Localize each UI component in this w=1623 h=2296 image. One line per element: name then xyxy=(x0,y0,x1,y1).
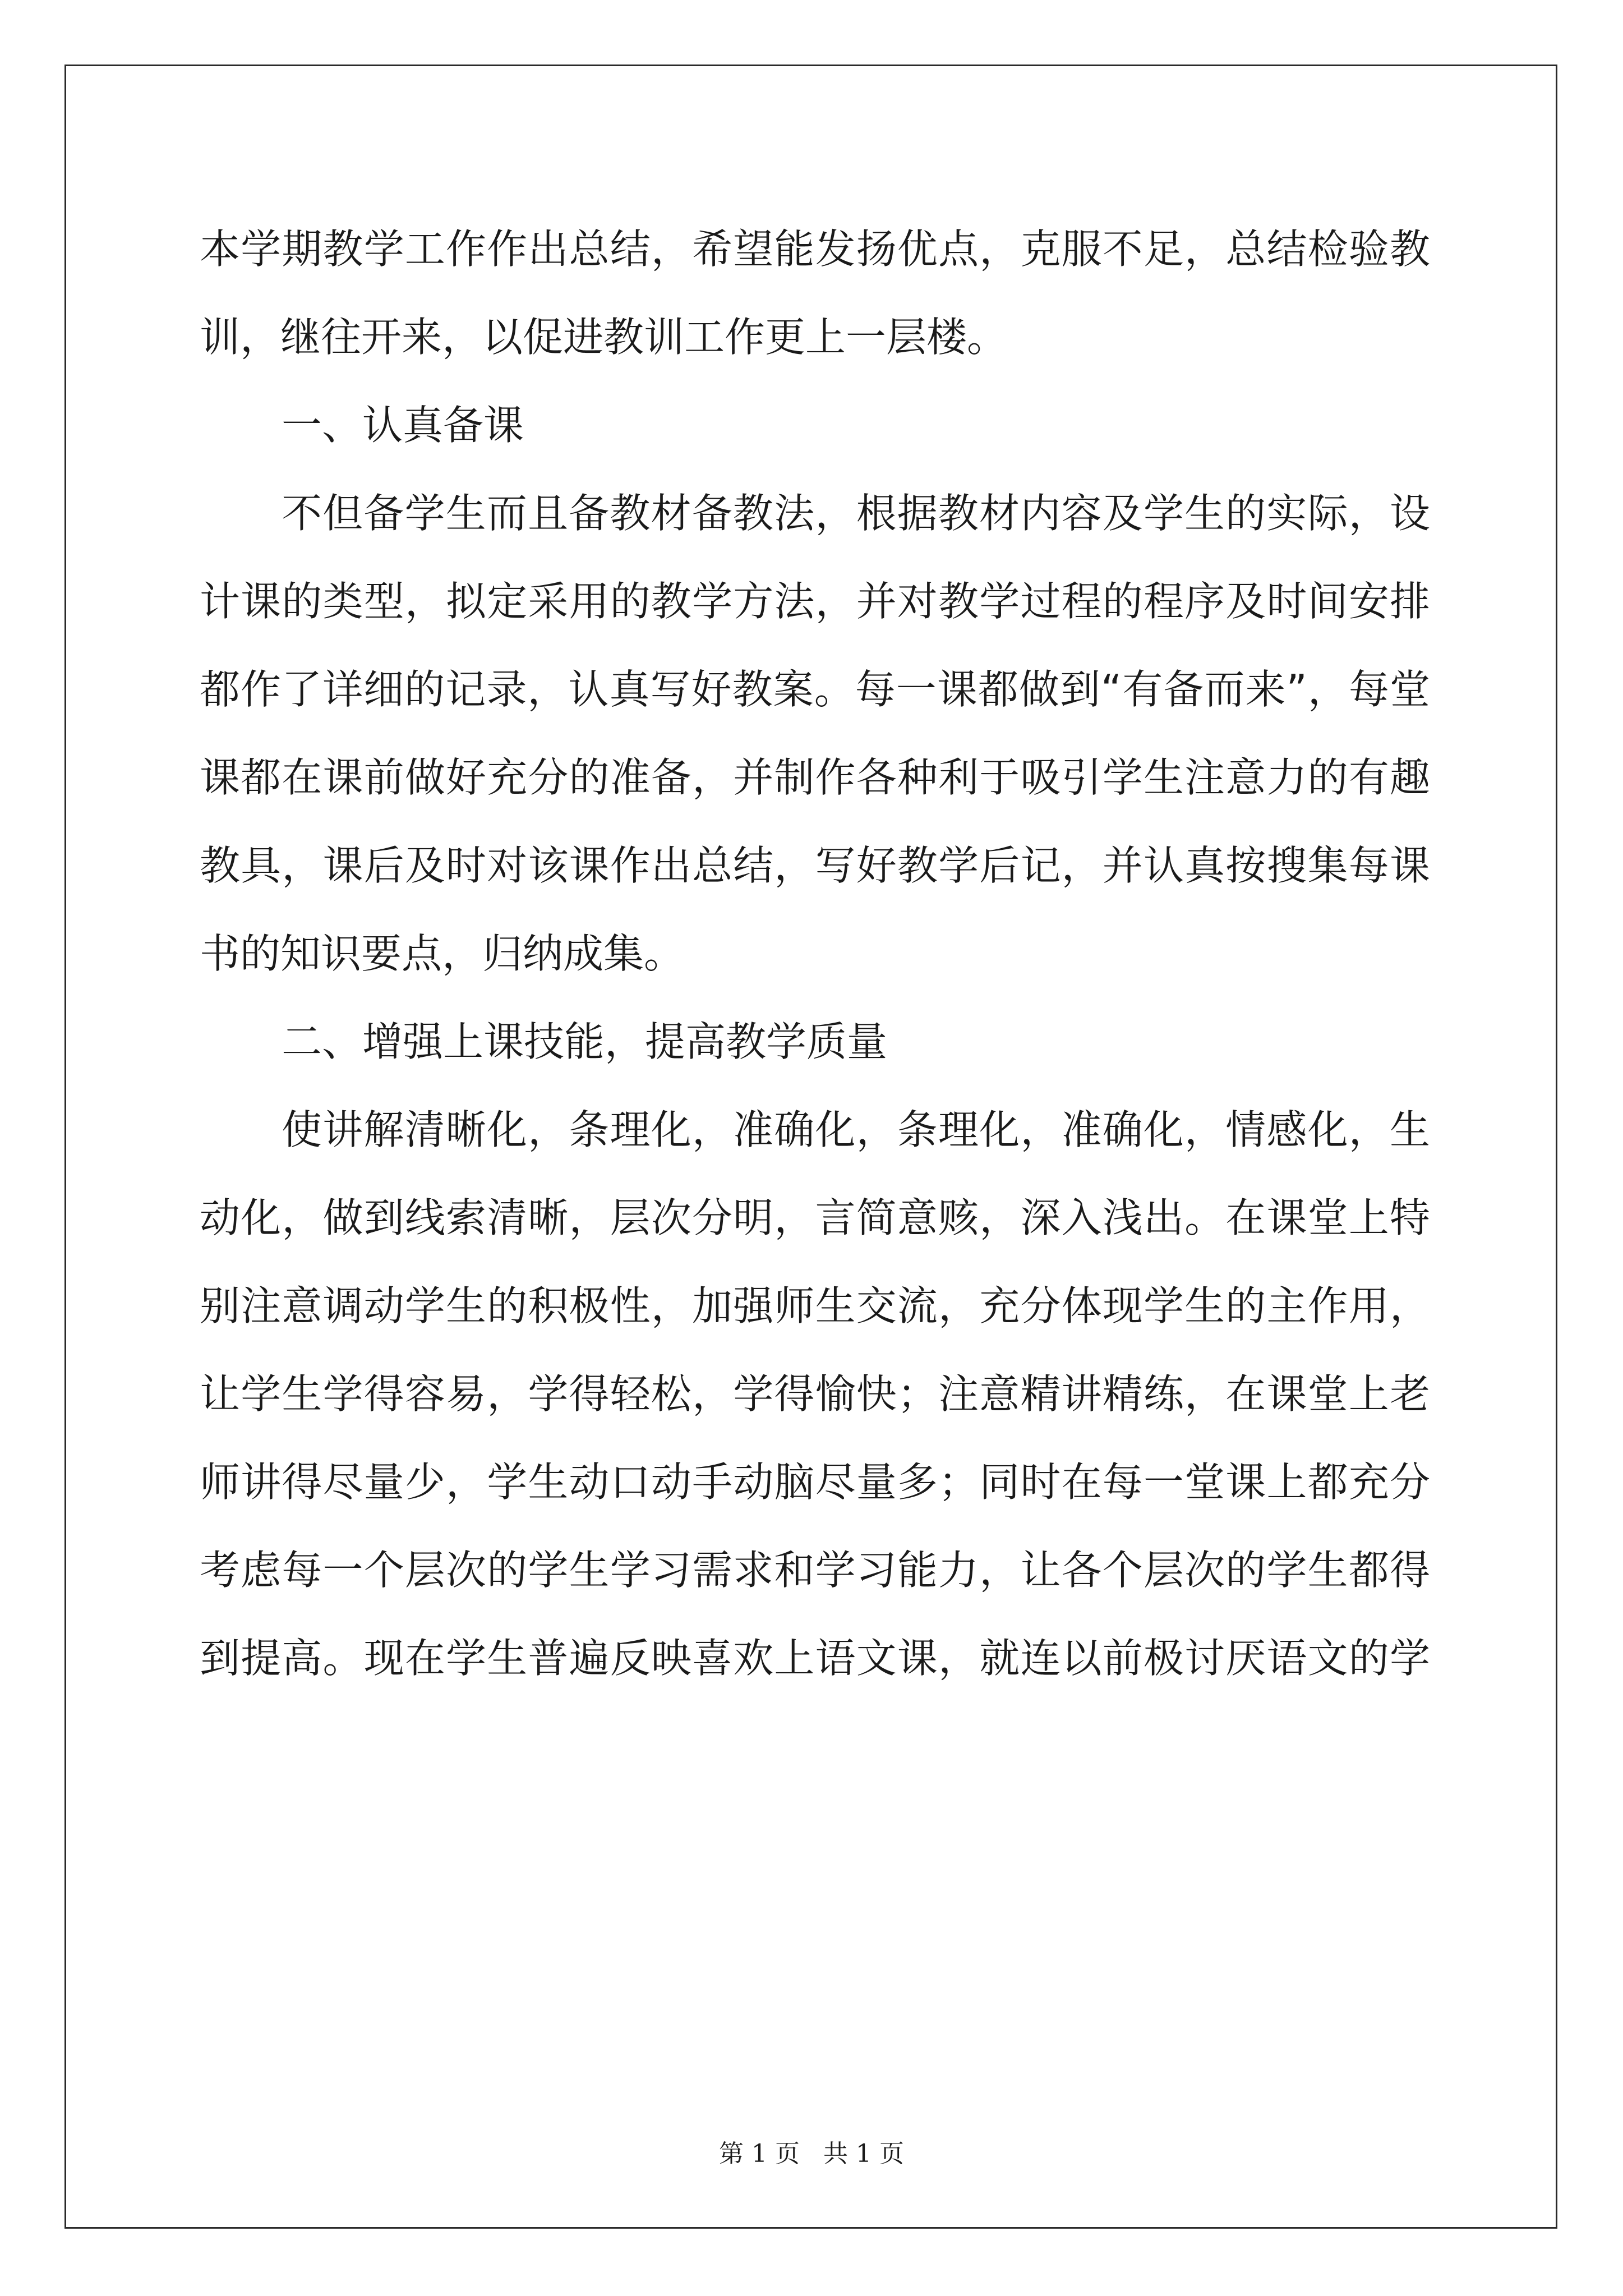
paragraph-line: 书的知识要点，归纳成集。 xyxy=(200,930,685,977)
paragraph-line: 到提高。现在学生普遍反映喜欢上语文课，就连以前极讨厌语文的学 xyxy=(200,1635,1430,1682)
paragraph-line: 别注意调动学生的积极性，加强师生交流，充分体现学生的主作用， xyxy=(200,1282,1430,1329)
section-heading-2: 二、增强上课技能，提高教学质量 xyxy=(282,1018,888,1065)
paragraph-line: 让学生学得容易，学得轻松，学得愉快；注意精讲精练，在课堂上老 xyxy=(200,1370,1430,1418)
page-number-total: 共 1 页 xyxy=(823,2139,904,2168)
paragraph-line: 考虑每一个层次的学生学习需求和学习能力，让各个层次的学生都得 xyxy=(200,1547,1430,1594)
page-number-current: 第 1 页 xyxy=(719,2139,800,2168)
paragraph-line: 使讲解清晰化，条理化，准确化，条理化，准确化，情感化，生 xyxy=(282,1106,1430,1153)
paragraph-line: 训，继往开来，以促进教训工作更上一层楼。 xyxy=(200,314,1008,361)
paragraph-line: 课都在课前做好充分的准备，并制作各种利于吸引学生注意力的有趣 xyxy=(200,754,1430,801)
paragraph-line: 本学期教学工作作出总结，希望能发扬优点，克服不足，总结检验教 xyxy=(200,226,1430,273)
paragraph-line: 不但备学生而且备教材备教法，根据教材内容及学生的实际，设 xyxy=(282,490,1430,537)
section-heading-1: 一、认真备课 xyxy=(282,402,524,449)
paragraph-line: 教具，课后及时对该课作出总结，写好教学后记，并认真按搜集每课 xyxy=(200,842,1430,889)
paragraph-line: 师讲得尽量少，学生动口动手动脑尽量多；同时在每一堂课上都充分 xyxy=(200,1458,1430,1506)
paragraph-line: 都作了详细的记录，认真写好教案。每一课都做到“有备而来”，每堂 xyxy=(200,666,1430,713)
page-footer xyxy=(0,2137,1623,2171)
paragraph-line: 计课的类型，拟定采用的教学方法，并对教学过程的程序及时间安排 xyxy=(200,578,1430,625)
paragraph-line: 动化，做到线索清晰，层次分明，言简意赅，深入浅出。在课堂上特 xyxy=(200,1194,1430,1241)
